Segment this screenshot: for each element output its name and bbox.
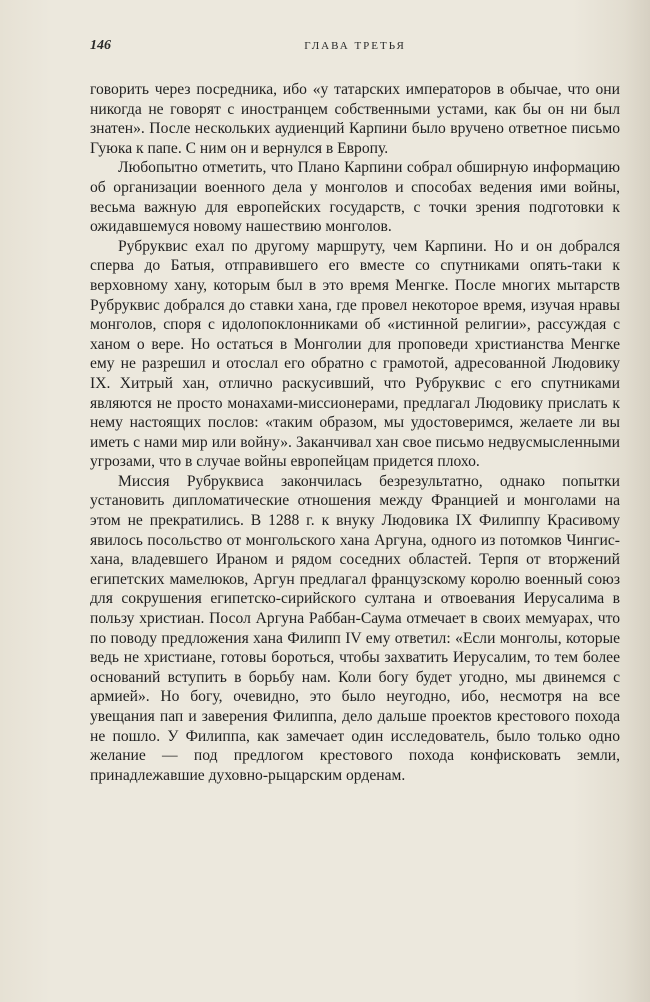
page-number: 146 [90,38,111,53]
running-head: ГЛАВА ТРЕТЬЯ [304,40,406,52]
body-text [90,80,620,785]
paragraph: говорить через посредника, ибо «у татарских императоров в обычае, что они никогда не говорят с иностранцем собственными устами, как бы он ни был знатен». После нескольких аудиенций Карпини было вручено ответное письмо Гуюка к папе. С ним он и вернулся в Европу. [90,81,620,157]
paragraph: Рубруквис ехал по другому маршруту, чем Карпини. Но и он добрался сперва до Батыя, отправившего его вместе со спутниками опять-таки к верховному хану, которым был в это время Менгке. После многих мытарств Рубруквис добрался до ставки хана, где провел некоторое время, изучая нравы монголов, споря с идолопоклонниками об «истинной религии», рассуждая с ханом о вере. Но остаться в Монголии для проповеди христианства Менгке ему не разрешил и отослал его обратно с грамотой, адресованной Людовику IX. Хитрый хан, отлично раскусивший, что Рубруквис с его спутниками являются не просто монахами-миссионерами, предлагал Людовику прислать к нему настоящих послов: «таким образом, мы удостоверимся, желаете ли вы иметь с нами мир или войну». Заканчивал хан свое письмо недвусмысленными угрозами, что в случае войны европейцам придется плохо. [90,237,620,471]
paragraph: Миссия Рубруквиса закончилась безрезультатно, однако попытки установить дипломатические отношения между Францией и монголами на этом не прекратились. В 1288 г. к внуку Людовика IX Филиппу Красивому явилось посольство от монгольского хана Аргуна, одного из потомков Чингис-хана, владевшего Ираном и рядом соседних областей. Терпя от вторжений египетских мамелюков, Аргун предлагал французскому королю военный союз для сокрушения египетско-сирийского султана и отвоевания Иерусалима в пользу христиан. Посол Аргуна Раббан-Саума отмечает в своих мемуарах, что по поводу предложения хана Филипп IV ему ответил: «Если монголы, которые ведь не христиане, готовы бороться, чтобы захватить Иерусалим, то тем более оснований вступить в борьбу нам. Коли богу будет угодно, мы двинемся с армией». Но богу, очевидно, это было неугодно, ибо, несмотря на все увещания пап и заверения Филиппа, дело дальше проектов крестового похода не пошло. У Филиппа, как замечает один исследователь, было только одно желание — под предлогом крестового похода конфисковать земли, принадлежавшие духовно-рыцарским орденам. [90,472,620,784]
paragraph: Любопытно отметить, что Плано Карпини собрал обширную информацию об организации военного дела у монголов и способах ведения ими войны, весьма важную для европейских государств, с точки зрения подготовки к ожидавшемуся новому нашествию монголов. [90,159,620,236]
page-header [90,38,620,62]
